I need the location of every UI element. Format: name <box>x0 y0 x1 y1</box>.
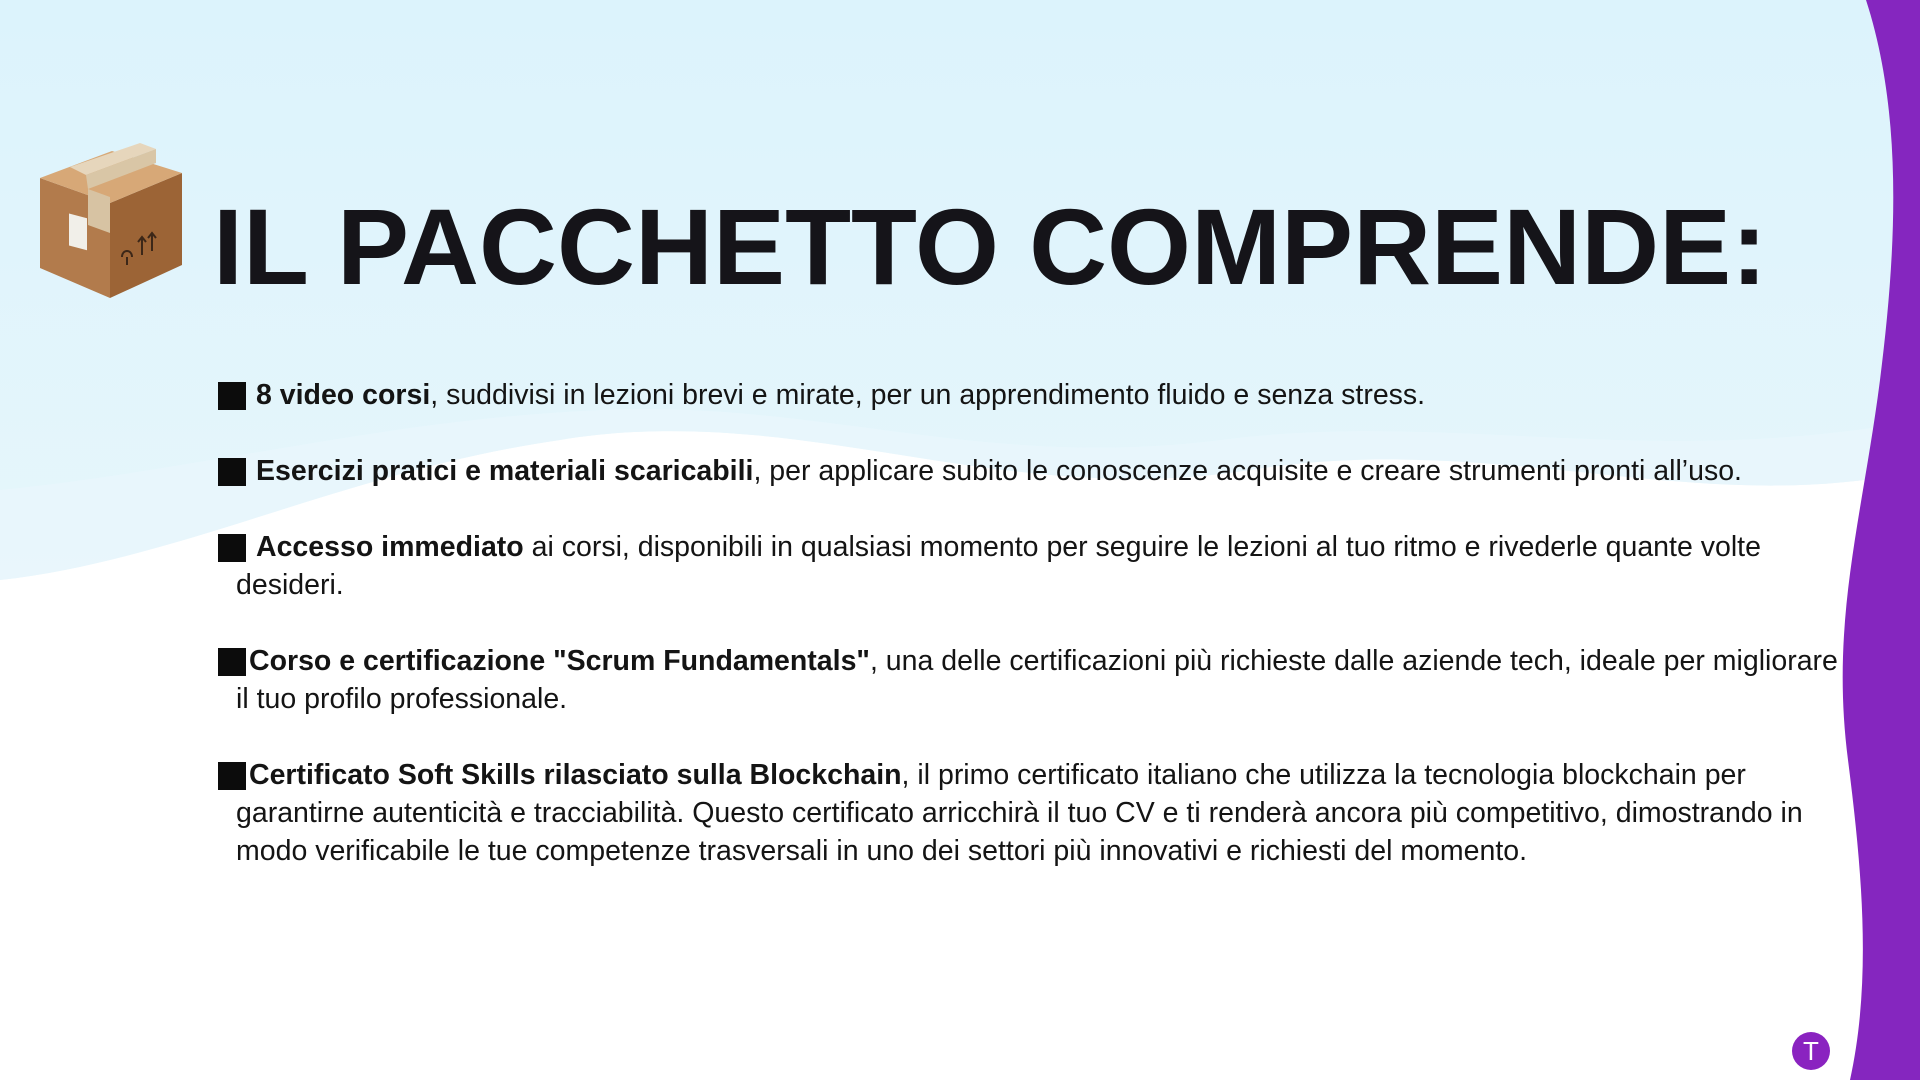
list-item <box>218 528 1838 604</box>
item-bold-text: Esercizi pratici e materiali scaricabili <box>256 455 754 487</box>
bullet-square-icon <box>218 458 246 486</box>
package-contents-list <box>218 376 1838 908</box>
item-bold-text: Certificato Soft Skills rilasciato sulla Blockchain <box>249 759 902 791</box>
brand-logo-icon[interactable]: T <box>1792 1032 1830 1070</box>
item-bold-text: Accesso immediato <box>256 531 524 563</box>
bullet-square-icon <box>218 648 246 676</box>
item-bold-text: 8 video corsi <box>256 379 431 411</box>
list-item <box>218 452 1838 490</box>
item-bold-text: Corso e certificazione "Scrum Fundamentals" <box>249 645 870 677</box>
item-text: , una delle certificazioni più richieste dalle aziende tech, ideale per migliorare il tuo profilo professionale. <box>236 645 1838 715</box>
list-item <box>218 642 1838 718</box>
bullet-square-icon <box>218 762 246 790</box>
list-item <box>218 756 1838 870</box>
bullet-square-icon <box>218 382 246 410</box>
item-text: , il primo certificato italiano che utilizza la tecnologia blockchain per garantirne autenticità e tracciabilità. Questo certificato arricchirà il tuo CV e ti renderà ancora più competitivo, dimostrando in modo verificabile le tue competenze trasversali in uno dei settori più innovativi e richiesti del momento. <box>236 759 1803 867</box>
package-box-icon <box>30 133 190 303</box>
bullet-square-icon <box>218 534 246 562</box>
list-item <box>218 376 1838 414</box>
item-text: , per applicare subito le conoscenze acquisite e creare strumenti pronti all’uso. <box>753 455 1742 487</box>
item-text: , suddivisi in lezioni brevi e mirate, per un apprendimento fluido e senza stress. <box>430 379 1426 411</box>
page-title: IL PACCHETTO COMPRENDE: <box>213 186 1768 307</box>
item-text: ai corsi, disponibili in qualsiasi momento per seguire le lezioni al tuo ritmo e rivederle quante volte desideri. <box>236 531 1761 601</box>
